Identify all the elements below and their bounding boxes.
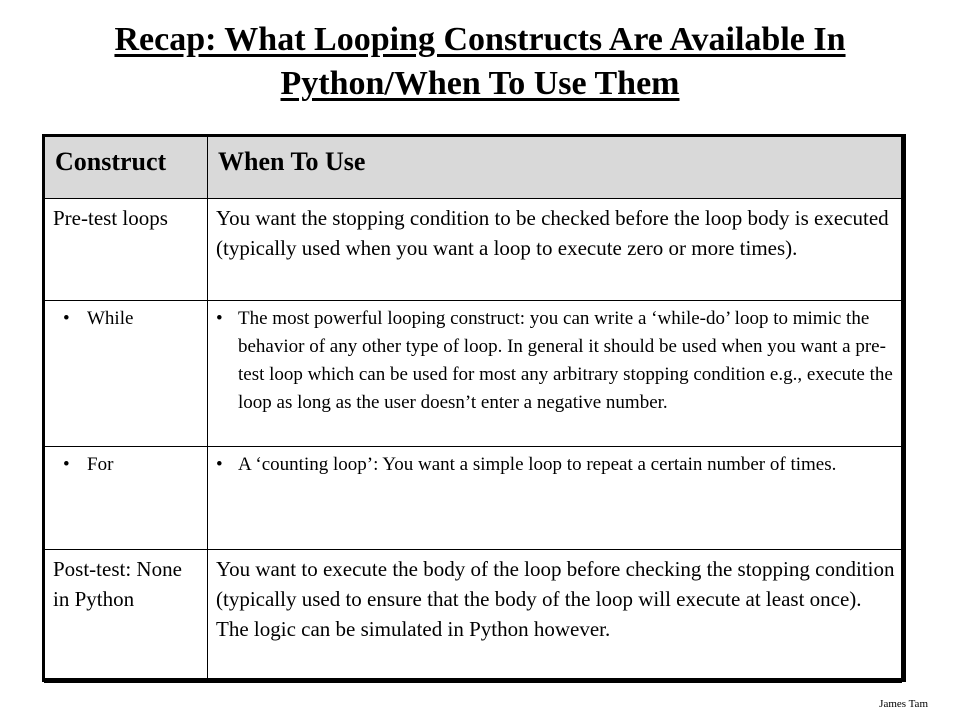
header-when-to-use: When To Use (208, 137, 902, 199)
cell-construct (45, 447, 208, 550)
table-row-for (45, 447, 902, 550)
recap-table-frame (42, 134, 906, 682)
page-title (0, 18, 960, 106)
cell-construct: Pre-test loops (45, 199, 208, 301)
bullet-icon: • (216, 454, 223, 475)
cell-when-to-use (208, 447, 902, 550)
cell-construct (45, 301, 208, 447)
recap-table (44, 136, 902, 683)
bullet-icon: • (63, 454, 70, 475)
cell-when-to-use: You want to execute the body of the loop before checking the stopping condition (typically used to ensure that the body of the loop will execute at least once). The logic can be simulated in Python however. (208, 550, 902, 683)
usage-text: The most powerful looping construct: you can write a ‘while-do’ loop to mimic the behavior of any other type of loop. In general it should be used when you want a pre-test loop which can be used for most any arbitrary stopping condition e.g., execute the loop as long as the user doesn’t enter a negative number. (238, 308, 893, 413)
author-footer: James Tam (879, 698, 928, 710)
header-construct: Construct (45, 137, 208, 199)
bullet-item (216, 305, 895, 417)
bullet-item (53, 305, 201, 333)
bullet-item (53, 451, 201, 479)
table-row-while (45, 301, 902, 447)
bullet-icon: • (216, 308, 223, 329)
usage-text: A ‘counting loop’: You want a simple loop to repeat a certain number of times. (238, 454, 837, 475)
construct-label: While (87, 308, 134, 329)
cell-when-to-use (208, 301, 902, 447)
cell-construct: Post-test: None in Python (45, 550, 208, 683)
bullet-icon: • (63, 308, 70, 329)
page-title-line-1: Recap: What Looping Constructs Are Available In (114, 21, 846, 58)
bullet-item (216, 451, 895, 479)
page-title-line-2: Python/When To Use Them (280, 65, 680, 102)
table-row-post-test (45, 550, 902, 683)
table-row-pre-test (45, 199, 902, 301)
table-header-row (45, 137, 902, 199)
construct-label: For (87, 454, 114, 475)
cell-when-to-use: You want the stopping condition to be checked before the loop body is executed (typically used when you want a loop to execute zero or more times). (208, 199, 902, 301)
